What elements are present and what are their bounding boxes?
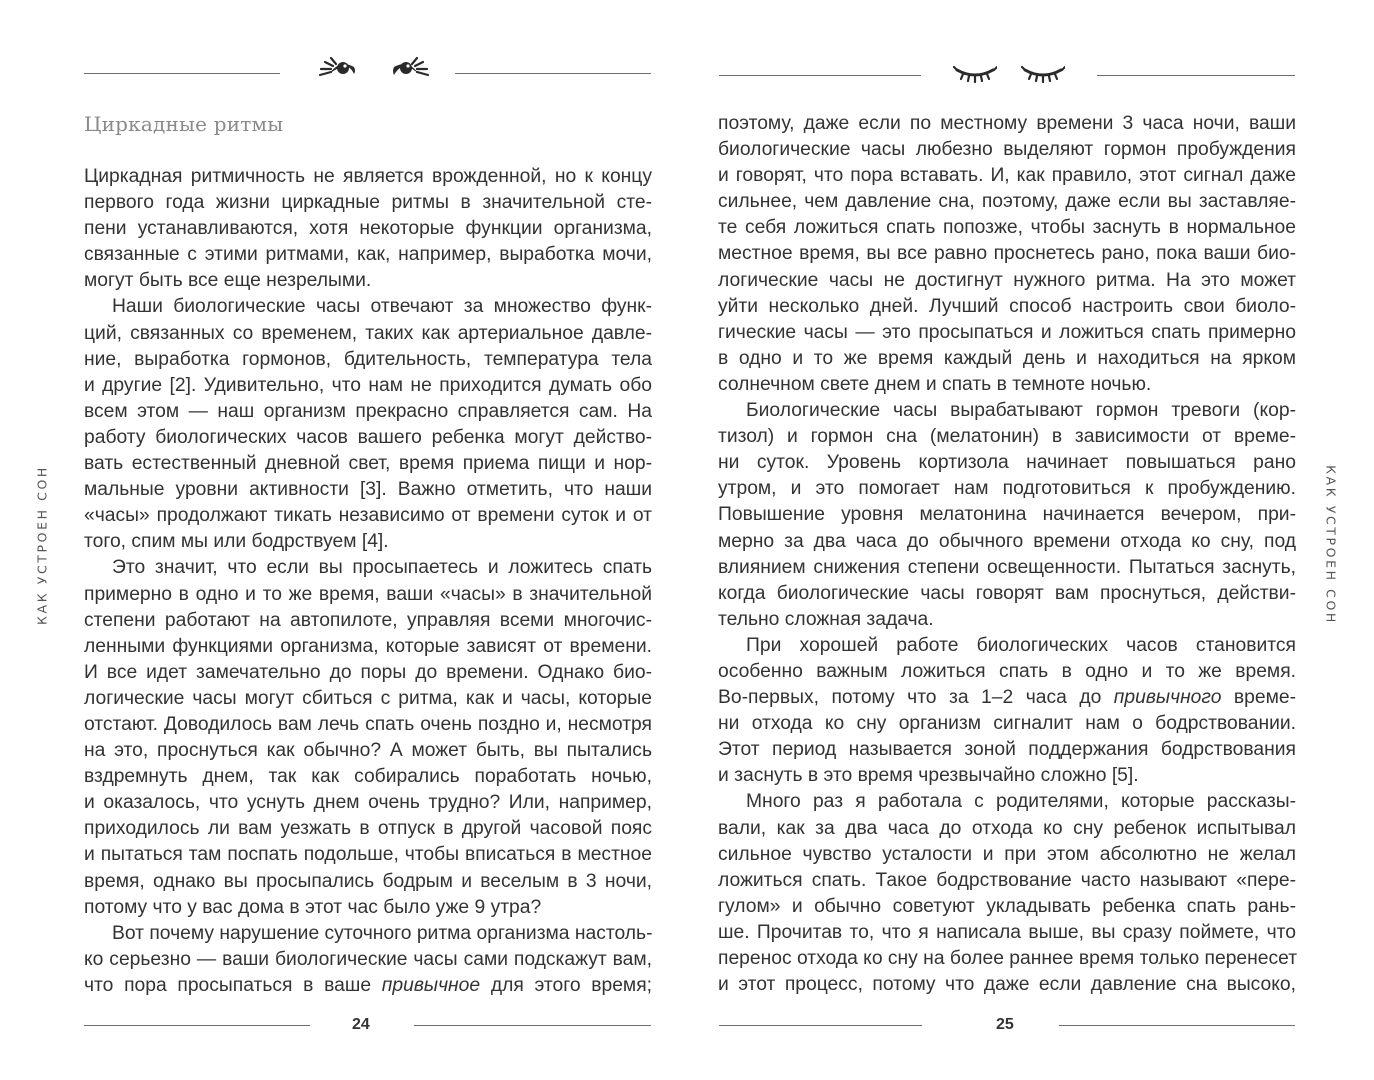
footer-rule-left <box>84 1025 310 1026</box>
text-line: «часы» продолжают тикать независимо от времени суток и от <box>84 505 652 527</box>
text-line: тизол) и гормон сна (мелатонин) в зависимости от време- <box>718 426 1296 448</box>
open-eye-left-icon <box>316 55 360 79</box>
text-line: и этот процесс, потому что даже если давление сна высоко, <box>718 974 1296 996</box>
text-line: всем этом — наш организм прекрасно справляется сам. На <box>84 400 652 422</box>
text-line: Вот почему нарушение суточного ритма организма настоль- <box>112 922 653 944</box>
text-line: поэтому, даже если по местному времени 3 часа ночи, ваши <box>718 113 1296 134</box>
closed-eyes-icon <box>953 64 1065 84</box>
text-line: Биологические часы вырабатывают гормон тревоги (кор- <box>746 400 1296 422</box>
text-line: и говорят, что пора вставать. И, как правило, этот сигнал даже <box>718 165 1296 187</box>
text-line: могут быть все еще незрелыми. <box>84 270 372 292</box>
header-rule-left <box>719 75 921 76</box>
text-line: При хорошей работе биологических часов становится <box>746 634 1296 656</box>
footer-rule-left <box>719 1025 922 1026</box>
text-line: ций, связанных со временем, таких как артериальное давле- <box>84 322 652 344</box>
text-line: и заснуть в это время чрезвычайно сложно [5]. <box>718 765 1139 787</box>
text-line: отстают. Доводилось вам лечь спать очень поздно и, несмотря <box>84 713 652 735</box>
text-line: ше. Прочитав то, что я написала выше, вы сразу поймете, что <box>718 921 1296 943</box>
text-line: Много раз я работала с родителями, которые рассказы- <box>746 791 1296 813</box>
page-number: 25 <box>996 1016 1014 1033</box>
text-line: мерно за два часа до обычного времени отхода ко сну, под <box>718 530 1296 552</box>
text-line: те себя ложиться спать попозже, чтобы заснуть в нормальное <box>718 217 1296 239</box>
text-line: ленными функциями организма, которые зависят от времени. <box>84 635 652 657</box>
text-line: приходилось ли вам уезжать в отпуск в другой часовой пояс <box>84 818 652 840</box>
text-line: когда биологические часы говорят вам проснуться, действи- <box>718 582 1296 604</box>
text-line: биологические часы любезно выделяют гормон пробуждения <box>718 139 1296 161</box>
text-line: того, спим мы или бодрствуем [4]. <box>84 531 389 553</box>
text-line: вздремнуть днем, так как собирались поработать ночью, <box>84 766 652 788</box>
text-line: вали, как за два часа до отхода ко сну ребенок испытывал <box>718 817 1296 839</box>
text-line: гические часы — это просыпаться и ложиться спать примерно <box>718 321 1296 343</box>
text-line: примерно в одно и то же время, ваши «часы» в значительной <box>84 583 652 605</box>
closed-eye-left-icon <box>953 64 997 84</box>
page-number: 24 <box>352 1016 370 1033</box>
text-line: и пытаться там поспать подольше, чтобы вписаться в местное <box>84 844 652 866</box>
header-rule-left <box>84 73 280 74</box>
text-line: Этот период называется зоной поддержания бодрствования <box>718 739 1296 761</box>
text-line: в одно и то же время каждый день и находиться на ярком <box>718 347 1296 369</box>
open-eyes-icon <box>316 55 432 79</box>
text-line: потому что у вас дома в этот час было уже 9 утра? <box>84 896 542 918</box>
text-line: Повышение уровня мелатонина начинается вечером, при- <box>718 504 1296 526</box>
text-line: и оказалось, что уснуть днем очень трудно? Или, например, <box>84 792 652 814</box>
text-line: что пора просыпаться в ваше привычное для этого время; <box>84 974 652 996</box>
right-page <box>687 0 1374 1080</box>
emphasis: привычное <box>381 974 481 996</box>
text-line: мальные уровни активности [3]. Важно отметить, что наши <box>84 479 652 501</box>
text-line: сильнее, чем давление сна, поэтому, даже если вы заставляе- <box>718 191 1296 213</box>
text-line: Это значит, что если вы просыпаетесь и ложитесь спать <box>112 557 652 579</box>
running-title: КАК УСТРОЕН СОН <box>1323 465 1339 625</box>
text-line: пени устанавливаются, хотя некоторые функции организма, <box>84 218 652 240</box>
text-line: степени работают на автопилоте, управляя всеми многочис- <box>84 609 652 631</box>
text-line: Наши биологические часы отвечают за множество функ- <box>112 296 652 318</box>
text-line: перенос отхода ко сну на более раннее время только перенесет <box>718 948 1298 969</box>
emphasis: привычного <box>1113 687 1222 709</box>
text-line: работу биологических часов вашего ребенка могут действо- <box>84 426 652 448</box>
text-line: уйти несколько дней. Лучший способ настроить свои биоло- <box>718 295 1296 317</box>
text-line: местное время, вы все равно проснетесь рано, пока ваши био- <box>718 243 1296 265</box>
text-line: и другие [2]. Удивительно, что нам не приходится думать обо <box>84 374 652 396</box>
text-line: ни суток. Уровень кортизола начинает повышаться рано <box>718 452 1296 474</box>
text-line: тельно сложная задача. <box>718 608 934 630</box>
text-line: время, однако вы просыпались бодрым и веселым в 3 ночи, <box>84 870 652 892</box>
text-line: связанные с этими ритмами, как, например, выработка мочи, <box>84 244 652 266</box>
text-line: гулом» и обычно советуют укладывать ребенка спать рань- <box>718 895 1296 917</box>
text-line: сильное чувство усталости и при этом абсолютно не желал <box>718 843 1296 865</box>
section-heading: Циркадные ритмы <box>84 112 284 136</box>
text-line: Во-первых, потому что за 1–2 часа до привычного време- <box>718 687 1296 709</box>
footer-rule-right <box>1059 1025 1295 1026</box>
text-line: солнечном свете днем и спать в темноте ночью. <box>718 373 1152 395</box>
header-rule-right <box>1097 75 1295 76</box>
footer-rule-right <box>414 1025 651 1026</box>
text-line: ложиться спать. Такое бодрствование часто называют «пере- <box>718 869 1296 891</box>
text-line: на это, проснуться как обычно? А может быть, вы пытались <box>84 740 652 762</box>
header-rule-right <box>455 73 651 74</box>
text-line: ко серьезно — ваши биологические часы сами подскажут вам, <box>84 948 652 970</box>
text-line: ние, выработка гормонов, бдительность, температура тела <box>84 348 652 370</box>
open-eye-right-icon <box>388 55 432 79</box>
text-line: вать естественный дневной свет, время приема пищи и нор- <box>84 453 652 475</box>
body-text <box>84 164 652 999</box>
closed-eye-right-icon <box>1021 64 1065 84</box>
text-line: логические часы могут сбиться с ритма, как и часы, которые <box>84 687 652 709</box>
text-line: особенно важным ложиться спать в одно и то же время. <box>718 660 1296 682</box>
running-title: КАК УСТРОЕН СОН <box>34 465 50 625</box>
text-line: утром, и это помогает нам подготовиться к пробуждению. <box>718 478 1296 500</box>
text-line: логические часы не достигнут нужного ритма. На это может <box>718 269 1296 291</box>
text-line: первого года жизни циркадные ритмы в значительной сте- <box>84 192 652 214</box>
text-line: ни отхода ко сну организм сигналит нам о бодрствовании. <box>718 713 1296 735</box>
text-line: влиянием снижения степени освещенности. Пытаться заснуть, <box>718 556 1296 578</box>
text-line: Циркадная ритмичность не является врожденной, но к концу <box>84 166 652 187</box>
text-line: И все идет замечательно до поры до времени. Однако био- <box>84 661 652 683</box>
body-text <box>718 111 1296 998</box>
